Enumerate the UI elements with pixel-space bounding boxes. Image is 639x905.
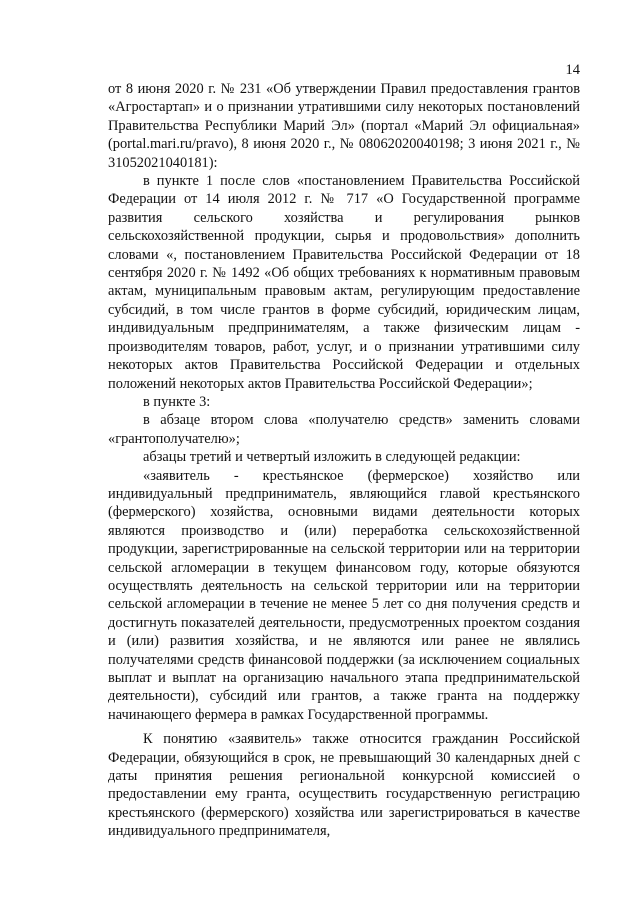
paragraph: К понятию «заявитель» также относится гражданин Российской Федерации, обязующийся в срок, не превышающий 30 календарных дней с даты принятия решения региональной конкурсной комиссией о предоставлении ему гранта, осуществить государственную регистрацию крестьянского (фермерского) хозяйства или зарегистрироваться в качестве индивидуального предпринимателя, [108, 731, 580, 840]
paragraph: абзацы третий и четвертый изложить в следующей редакции: [143, 449, 521, 466]
paragraph: в пункте 3: [143, 393, 211, 410]
paragraph: в абзаце втором слова «получателю средств» заменить словами «грантополучателю»; [108, 412, 580, 447]
paragraph: в пункте 1 после слов «постановлением Правительства Российской Федерации от 14 июля 2012 г. № 717 «О Государственной программе развития сельского хозяйства и регулирования рынков сельскохозяйственной продукции, сырья и продовольствия» дополнить словами «, постановлением Правительства Российской Федерации от 18 сентября 2020 г. № 1492 «Об общих требованиях к нормативным правовым актам, муниципальным правовым актам, регулирующим предоставление субсидий, в том числе грантов в форме субсидий, юридическим лицам, индивидуальным предпринимателям, а также физическим лицам - производителям товаров, работ, услуг, и о признании утратившими силу некоторых актов Правительства Российской Федерации и отдельных положений некоторых актов Правительства Российской Федерации»; [108, 173, 580, 392]
paragraph: «заявитель - крестьянское (фермерское) хозяйство или индивидуальный предприниматель, являющийся главой крестьянского (фермерского) хозяйства, основными видами деятельности которых являются производство и (или) переработка сельскохозяйственной продукции, зарегистрированные на сельской территории или на территории сельской агломерации в текущем финансовом году, которые обязуются осуществлять деятельность на сельской территории или на территории сельской агломерации в течение не менее 5 лет со дня получения средств и достигнуть показателей деятельности, предусмотренных проектом создания и (или) развития хозяйства, и не являются или ранее не являлись получателями средств финансовой поддержки (за исключением социальных выплат и выплат на организацию начального этапа предпринимательской деятельности), субсидий или грантов, а также гранта на поддержку начинающего фермера в рамках Государственной программы. [108, 467, 580, 723]
paragraph: от 8 июня 2020 г. № 231 «Об утверждении Правил предоставления грантов «Агростартап» и о признании утратившими силу некоторых постановлений Правительства Республики Марий Эл» (портал «Марий Эл официальная» (portal.mari.ru/pravo), 8 июня 2020 г., № 08062020040198; 3 июня 2021 г., № 31052021040181): [108, 81, 580, 171]
page-number: 14 [565, 62, 580, 78]
document-body [108, 80, 580, 841]
